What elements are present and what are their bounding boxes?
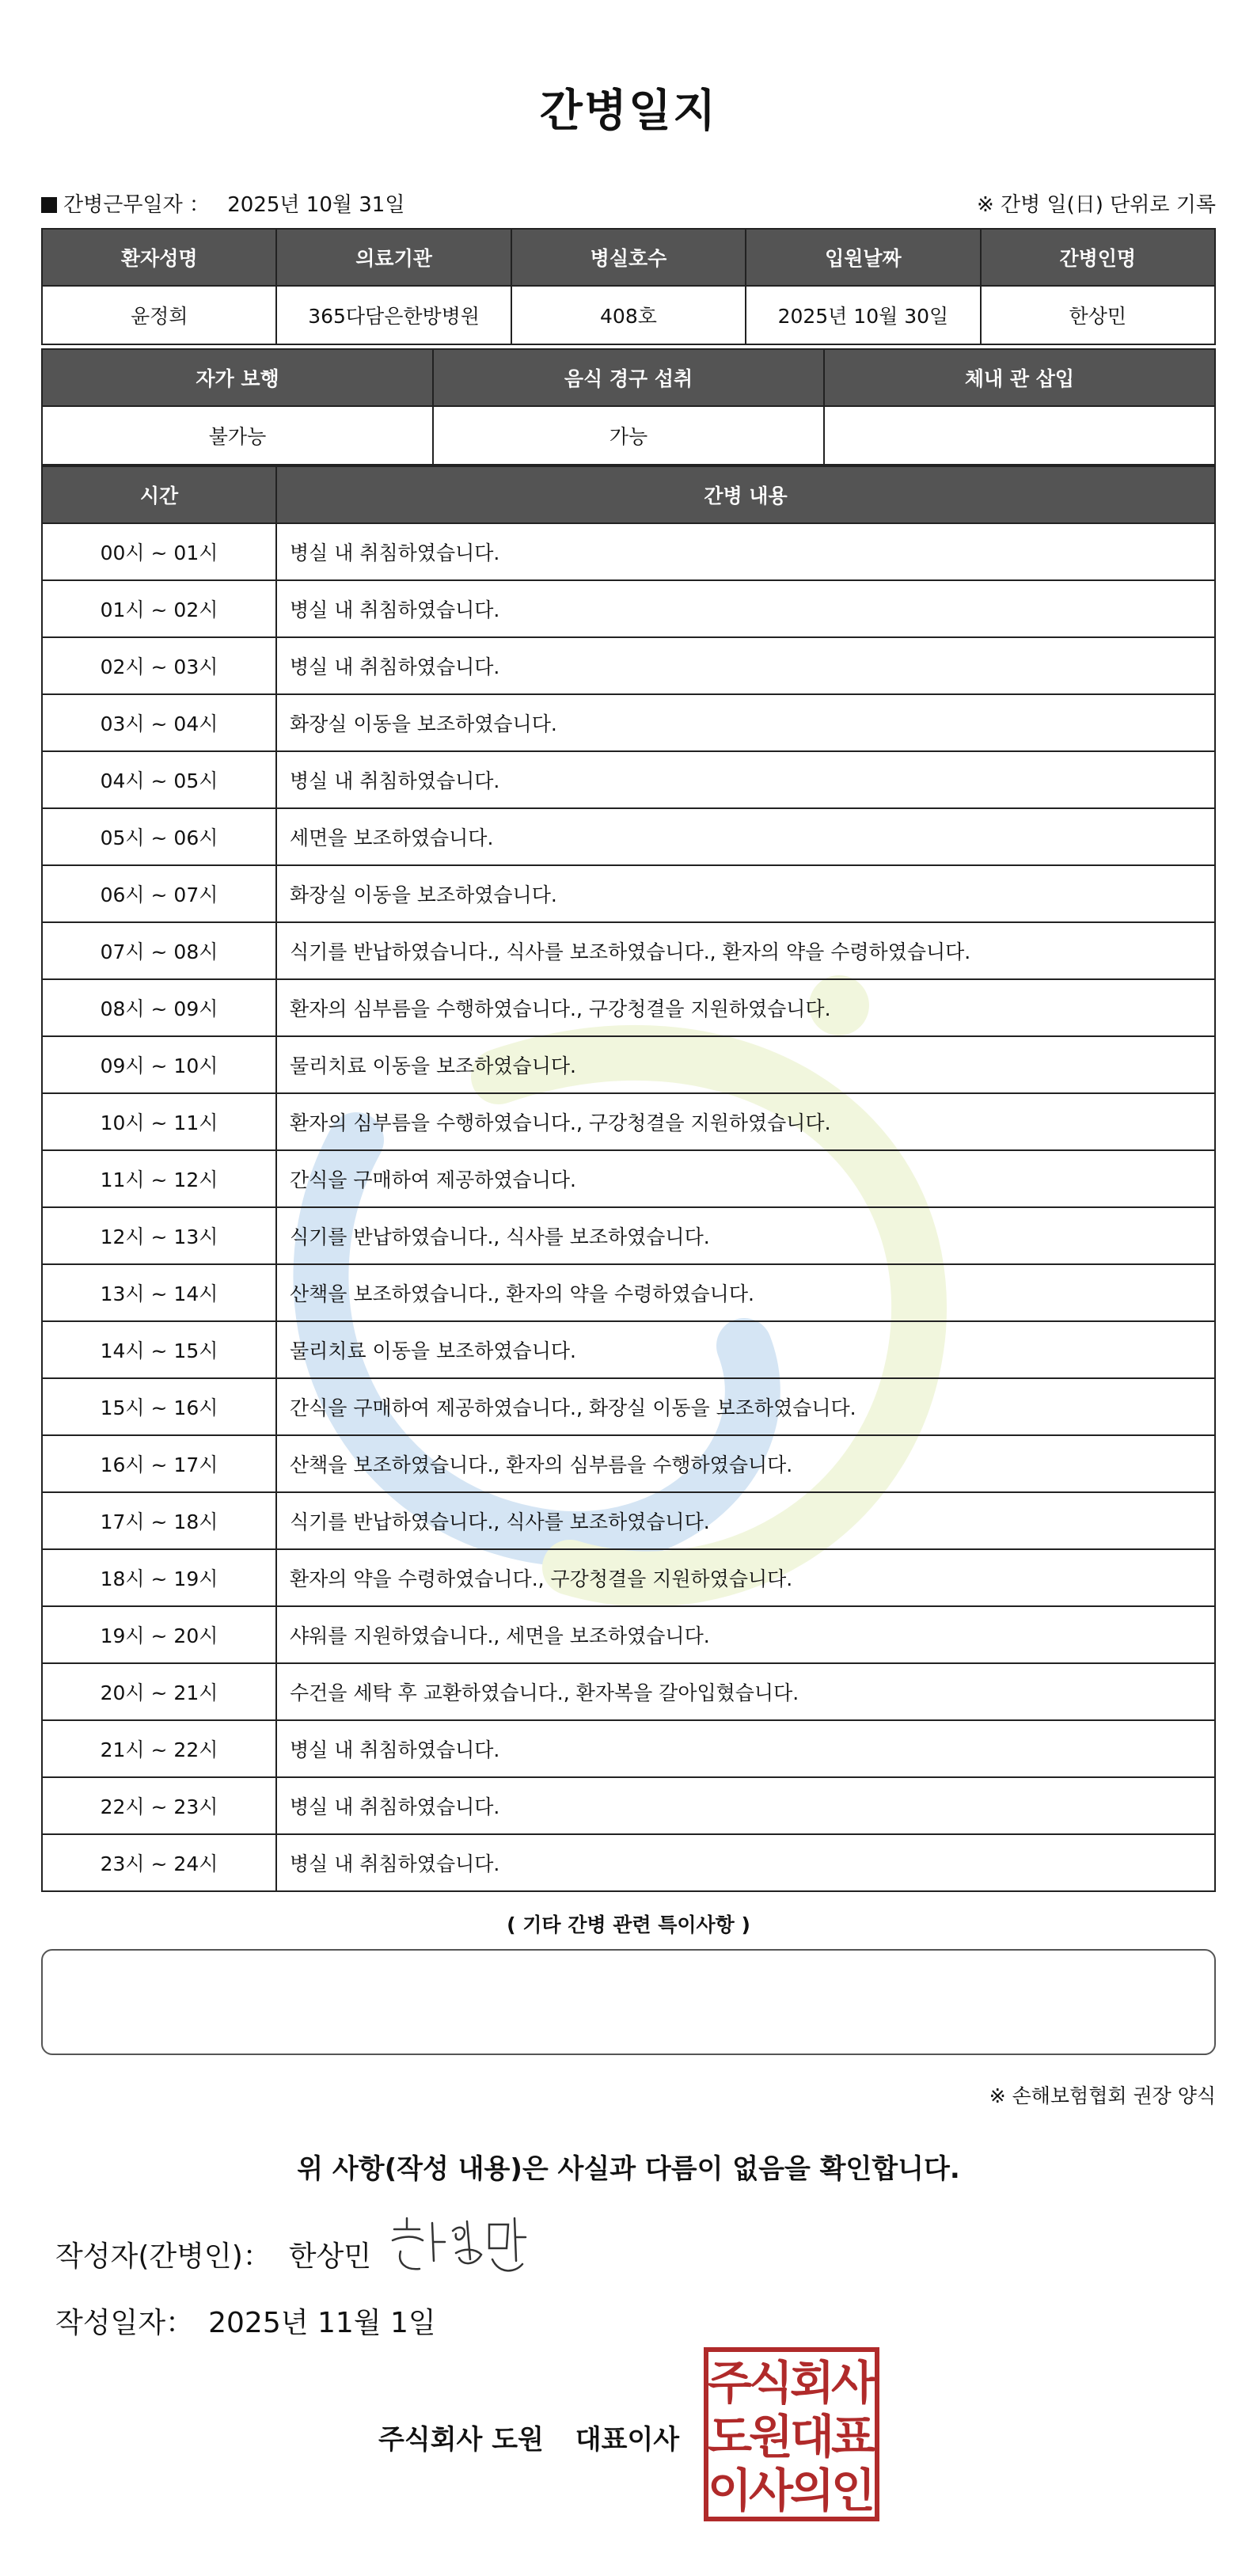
self-walking: 불가능 xyxy=(42,406,433,465)
care-content-cell: 간식을 구매하여 제공하였습니다. xyxy=(276,1150,1215,1207)
header-time: 시간 xyxy=(42,466,276,523)
seal-character: 도 xyxy=(707,2410,753,2464)
square-bullet-icon xyxy=(41,197,57,213)
work-date xyxy=(41,188,404,218)
header-caregiver: 간병인명 xyxy=(981,229,1215,286)
care-content-cell: 병실 내 취침하였습니다. xyxy=(276,523,1215,580)
document-title: 간병일지 xyxy=(539,85,718,137)
caregiver-name: 한상민 xyxy=(981,286,1215,344)
time-cell: 14시 ~ 15시 xyxy=(42,1321,276,1378)
time-cell: 18시 ~ 19시 xyxy=(42,1549,276,1606)
table-row xyxy=(42,751,1215,808)
company-seal-stamp xyxy=(703,2346,880,2522)
seal-character: 의 xyxy=(789,2464,835,2517)
care-content-cell: 환자의 약을 수령하였습니다., 구강청결을 지원하였습니다. xyxy=(276,1549,1215,1606)
care-content-cell: 병실 내 취침하였습니다. xyxy=(276,580,1215,637)
time-cell: 19시 ~ 20시 xyxy=(42,1606,276,1663)
confirmation-statement: 위 사항(작성 내용)은 사실과 다름이 없음을 확인합니다. xyxy=(297,2153,960,2185)
time-cell: 21시 ~ 22시 xyxy=(42,1720,276,1777)
written-date-label: 작성일자： xyxy=(55,2307,195,2339)
seal-character: 원 xyxy=(748,2410,794,2464)
writer-name: 한상민 xyxy=(288,2240,372,2273)
header-patient-name: 환자성명 xyxy=(42,229,276,286)
time-cell: 02시 ~ 03시 xyxy=(42,637,276,694)
care-content-cell: 수건을 세탁 후 교환하였습니다., 환자복을 갈아입혔습니다. xyxy=(276,1663,1215,1720)
seal-character: 이 xyxy=(707,2464,753,2517)
time-cell: 13시 ~ 14시 xyxy=(42,1264,276,1321)
header-self-walking: 자가 보행 xyxy=(42,349,433,406)
header-oral-intake: 음식 경구 섭취 xyxy=(433,349,824,406)
table-row xyxy=(42,1834,1215,1891)
work-date-value: 2025년 10월 31일 xyxy=(227,192,405,217)
table-row xyxy=(42,1492,1215,1549)
seal-character: 표 xyxy=(830,2410,876,2464)
oral-intake: 가능 xyxy=(433,406,824,465)
table-row xyxy=(42,1378,1215,1435)
patient-status-table xyxy=(41,348,1216,465)
table-row xyxy=(42,1606,1215,1663)
care-log-body xyxy=(42,523,1215,1891)
time-cell: 01시 ~ 02시 xyxy=(42,580,276,637)
time-cell: 03시 ~ 04시 xyxy=(42,694,276,751)
care-content-cell: 병실 내 취침하였습니다. xyxy=(276,1834,1215,1891)
table-row xyxy=(42,1207,1215,1264)
time-cell: 04시 ~ 05시 xyxy=(42,751,276,808)
care-content-cell: 화장실 이동을 보조하였습니다. xyxy=(276,694,1215,751)
care-log-table xyxy=(41,465,1216,1892)
time-cell: 11시 ~ 12시 xyxy=(42,1150,276,1207)
seal-character: 식 xyxy=(748,2356,794,2410)
care-content-cell: 식기를 반납하였습니다., 식사를 보조하였습니다. xyxy=(276,1207,1215,1264)
time-cell: 22시 ~ 23시 xyxy=(42,1777,276,1834)
company-name: 주식회사 도원 xyxy=(378,2424,544,2456)
care-content-cell: 병실 내 취침하였습니다. xyxy=(276,1777,1215,1834)
table-row xyxy=(42,580,1215,637)
room-number: 408호 xyxy=(511,286,746,344)
time-cell: 16시 ~ 17시 xyxy=(42,1435,276,1492)
time-cell: 23시 ~ 24시 xyxy=(42,1834,276,1891)
notes-box xyxy=(41,1949,1216,2055)
seal-character: 대 xyxy=(789,2410,835,2464)
table-row xyxy=(42,1264,1215,1321)
care-content-cell: 세면을 보조하였습니다. xyxy=(276,808,1215,865)
time-cell: 10시 ~ 11시 xyxy=(42,1093,276,1150)
care-content-cell: 간식을 구매하여 제공하였습니다., 화장실 이동을 보조하였습니다. xyxy=(276,1378,1215,1435)
table-row xyxy=(42,1549,1215,1606)
notes-title: ( 기타 간병 관련 특이사항 ) xyxy=(507,1913,750,1936)
care-content-cell: 병실 내 취침하였습니다. xyxy=(276,637,1215,694)
time-cell: 15시 ~ 16시 xyxy=(42,1378,276,1435)
table-row xyxy=(42,808,1215,865)
care-content-cell: 식기를 반납하였습니다., 식사를 보조하였습니다., 환자의 약을 수령하였습니다. xyxy=(276,922,1215,979)
table-row xyxy=(42,523,1215,580)
table-row xyxy=(42,1093,1215,1150)
patient-info-table xyxy=(41,228,1216,345)
care-content-cell: 물리치료 이동을 보조하였습니다. xyxy=(276,1036,1215,1093)
time-cell: 07시 ~ 08시 xyxy=(42,922,276,979)
table-row xyxy=(42,922,1215,979)
work-date-label: 간병근무일자 ： xyxy=(63,192,210,217)
header-care-content: 간병 내용 xyxy=(276,466,1215,523)
unit-note: ※ 간병 일(日) 단위로 기록 xyxy=(976,192,1216,217)
seal-character: 회 xyxy=(789,2356,835,2410)
patient-name: 윤정희 xyxy=(42,286,276,344)
care-content-cell: 샤워를 지원하였습니다., 세면을 보조하였습니다. xyxy=(276,1606,1215,1663)
time-cell: 06시 ~ 07시 xyxy=(42,865,276,922)
table-row xyxy=(42,1663,1215,1720)
care-content-cell: 산책을 보조하였습니다., 환자의 심부름을 수행하였습니다. xyxy=(276,1435,1215,1492)
care-content-cell: 환자의 심부름을 수행하였습니다., 구강청결을 지원하였습니다. xyxy=(276,979,1215,1036)
meta-row xyxy=(41,187,1216,218)
time-cell: 08시 ~ 09시 xyxy=(42,979,276,1036)
care-content-cell: 식기를 반납하였습니다., 식사를 보조하였습니다. xyxy=(276,1492,1215,1549)
time-cell: 20시 ~ 21시 xyxy=(42,1663,276,1720)
admission-date: 2025년 10월 30일 xyxy=(746,286,980,344)
seal-character: 사 xyxy=(748,2464,794,2517)
seal-character: 인 xyxy=(830,2464,876,2517)
table-row xyxy=(42,1777,1215,1834)
writer-line xyxy=(55,2234,371,2274)
table-row xyxy=(42,694,1215,751)
company-title: 대표이사 xyxy=(575,2424,680,2456)
hospital: 365다담은한방병원 xyxy=(276,286,511,344)
care-content-cell: 병실 내 취침하였습니다. xyxy=(276,1720,1215,1777)
header-admission-date: 입원날짜 xyxy=(746,229,980,286)
company-signature-line xyxy=(378,2418,679,2456)
care-content-cell: 산책을 보조하였습니다., 환자의 약을 수령하였습니다. xyxy=(276,1264,1215,1321)
handwritten-signature xyxy=(388,2213,530,2285)
header-hospital: 의료기관 xyxy=(276,229,511,286)
form-source-note: ※ 손해보험협회 권장 양식 xyxy=(989,2084,1216,2107)
table-row xyxy=(42,1435,1215,1492)
care-content-cell: 환자의 심부름을 수행하였습니다., 구강청결을 지원하였습니다. xyxy=(276,1093,1215,1150)
table-row xyxy=(42,1321,1215,1378)
time-cell: 00시 ~ 01시 xyxy=(42,523,276,580)
written-date-line xyxy=(55,2301,436,2341)
time-cell: 05시 ~ 06시 xyxy=(42,808,276,865)
time-cell: 12시 ~ 13시 xyxy=(42,1207,276,1264)
table-row xyxy=(42,1720,1215,1777)
table-row xyxy=(42,637,1215,694)
table-row xyxy=(42,1036,1215,1093)
time-cell: 17시 ~ 18시 xyxy=(42,1492,276,1549)
seal-character: 주 xyxy=(707,2356,753,2410)
care-content-cell: 물리치료 이동을 보조하였습니다. xyxy=(276,1321,1215,1378)
header-room: 병실호수 xyxy=(511,229,746,286)
care-content-cell: 병실 내 취침하였습니다. xyxy=(276,751,1215,808)
care-content-cell: 화장실 이동을 보조하였습니다. xyxy=(276,865,1215,922)
time-cell: 09시 ~ 10시 xyxy=(42,1036,276,1093)
table-row xyxy=(42,1150,1215,1207)
table-row xyxy=(42,865,1215,922)
seal-character: 사 xyxy=(830,2356,876,2410)
table-row xyxy=(42,979,1215,1036)
writer-label: 작성자(간병인)： xyxy=(55,2240,272,2273)
header-tube-insertion: 체내 관 삽입 xyxy=(824,349,1215,406)
written-date-value: 2025년 11월 1일 xyxy=(208,2307,436,2339)
tube-insertion xyxy=(824,406,1215,465)
